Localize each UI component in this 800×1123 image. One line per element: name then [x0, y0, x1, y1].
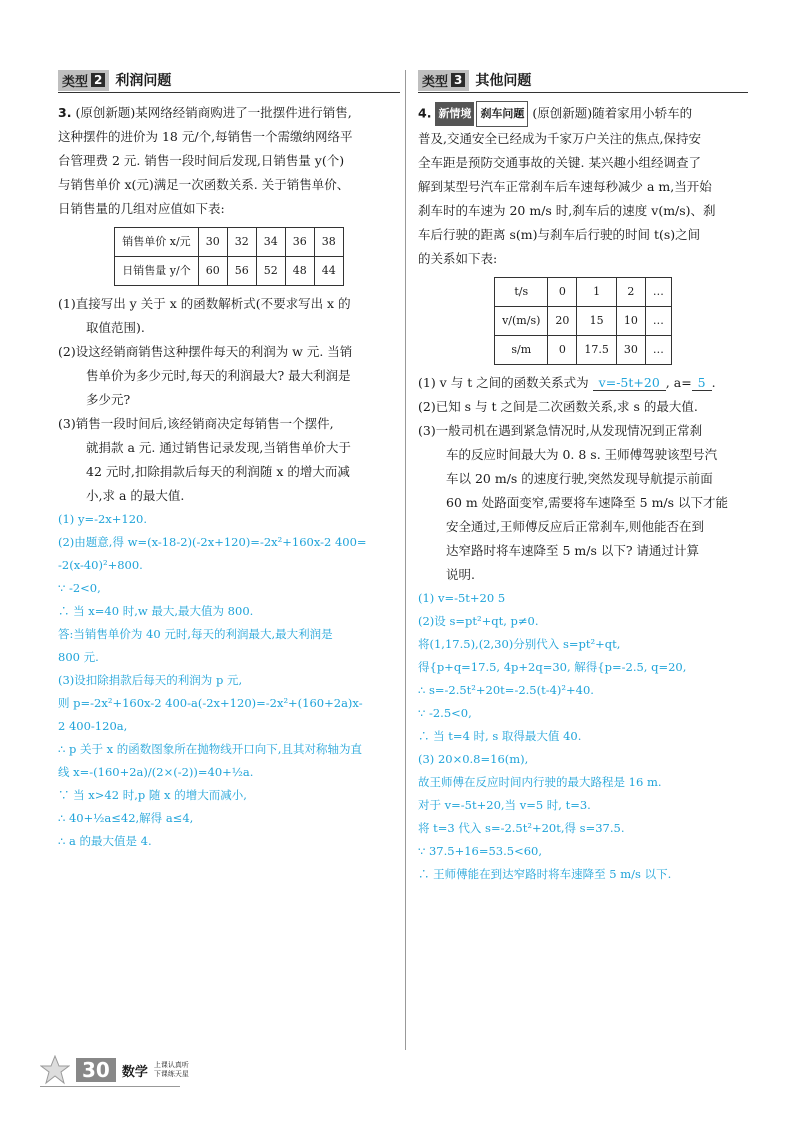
section-header-left [58, 70, 400, 93]
answer-line: ∴ 40+½a≤42,解得 a≤4, [58, 811, 194, 825]
type-label: 类型 [422, 74, 449, 90]
price-sales-table [114, 227, 343, 286]
table-cell: t/s [495, 278, 548, 307]
problem-text: 日销售量的几组对应值如下表: [58, 201, 225, 216]
left-column [58, 70, 400, 853]
table-cell: 34 [256, 228, 285, 257]
motto-line: 上课认真听 [153, 1061, 189, 1069]
table-cell: 0 [548, 336, 577, 365]
problem-text: 刹车时的车速为 20 m/s 时,刹车后的速度 v(m/s)、刹 [418, 203, 716, 218]
problem-text: 台管理费 2 元. 销售一段时间后发现,日销售量 y(个) [58, 153, 345, 168]
answer-4 [418, 587, 748, 886]
table-cell: 17.5 [577, 336, 617, 365]
problem-text: 与销售单价 x(元)满足一次函数关系. 关于销售单价、 [58, 177, 350, 192]
question-2: (2)已知 s 与 t 之间是二次函数关系,求 s 的最大值. [418, 399, 698, 414]
question-3: 42 元时,扣除捐款后每天的利润随 x 的增大而减 [86, 464, 350, 479]
problem-text: 的关系如下表: [418, 251, 498, 266]
answer-line: 则 p=-2x²+160x-2 400-a(-2x+120)=-2x²+(160+2a)x- [58, 696, 363, 710]
column-divider [405, 70, 406, 1050]
answer-line: (2)由题意,得 w=(x-18-2)(-2x+120)=-2x²+160x-2 400= [58, 535, 367, 549]
table-cell: … [645, 278, 671, 307]
answer-line: 800 元. [58, 650, 99, 664]
question-3: 安全通过,王师傅反应后正常刹车,则他能否在到 [446, 519, 704, 534]
answer-line: ∴ 当 t=4 时, s 取得最大值 40. [418, 729, 582, 743]
table-cell: 30 [616, 336, 645, 365]
answer-line: (1) v=-5t+20 5 [418, 591, 506, 605]
table-cell: 0 [548, 278, 577, 307]
table-row [495, 307, 672, 336]
answer-line: ∴ p 关于 x 的函数图象所在抛物线开口向下,且其对称轴为直 [58, 742, 362, 756]
motto-line: 下课练天星 [153, 1070, 189, 1078]
page-footer [40, 1055, 189, 1085]
table-row [495, 336, 672, 365]
right-column [418, 70, 748, 886]
table-cell: 36 [285, 228, 314, 257]
question-1: (1)直接写出 y 关于 x 的函数解析式(不要求写出 x 的 [58, 296, 351, 311]
footer-line [40, 1086, 180, 1087]
problem-4 [418, 101, 748, 587]
section-title: 其他问题 [475, 73, 532, 89]
question-2: 售单价为多少元时,每天的利润最大? 最大利润是 [86, 368, 351, 383]
table-row [115, 257, 343, 286]
problem-text: 普及,交通安全已经成为千家万户关注的焦点,保持安 [418, 131, 701, 146]
answer-line: 线 x=-(160+2a)/(2×(-2))=40+½a. [58, 765, 254, 779]
answer-line: ∵ -2<0, [58, 581, 101, 595]
type-number: 3 [451, 73, 465, 87]
answer-line: (3)设扣除捐款后每天的利润为 p 元, [58, 673, 243, 687]
answer-line: -2(x-40)²+800. [58, 558, 143, 572]
table-cell: … [645, 336, 671, 365]
question-3: 小,求 a 的最大值. [86, 488, 185, 503]
answer-line: 故王师傅在反应时间内行驶的最大路程是 16 m. [418, 775, 662, 789]
type-number: 2 [91, 73, 105, 87]
answer-line: (1) y=-2x+120. [58, 512, 148, 526]
answer-line: ∵ -2.5<0, [418, 706, 472, 720]
table-row [115, 228, 343, 257]
table-cell: 48 [285, 257, 314, 286]
answer-line: ∵ 37.5+16=53.5<60, [418, 844, 543, 858]
question-text: . [711, 375, 716, 390]
question-3: (3)销售一段时间后,该经销商决定每销售一个摆件, [58, 416, 334, 431]
question-2: (2)设这经销商销售这种摆件每天的利润为 w 元. 当销 [58, 344, 353, 359]
table-cell: 30 [198, 228, 227, 257]
answer-line: 答:当销售单价为 40 元时,每天的利润最大,最大利润是 [58, 627, 333, 641]
question-3: (3)一般司机在遇到紧急情况时,从发现情况到正常刹 [418, 423, 703, 438]
table-cell: 1 [577, 278, 617, 307]
problem-number: 3. [58, 105, 72, 120]
table-cell: … [645, 307, 671, 336]
problem-number: 4. [418, 105, 432, 121]
badge-new-scenario: 新情境 [435, 102, 474, 126]
star-mascot-icon [40, 1055, 70, 1085]
answer-line: 2 400-120a, [58, 719, 128, 733]
question-3: 说明. [446, 567, 475, 582]
answer-blank: 5 [692, 375, 712, 391]
answer-line: 将 t=3 代入 s=-2.5t²+20t,得 s=37.5. [418, 821, 625, 835]
table-cell: 52 [256, 257, 285, 286]
answer-line: ∴ 王师傅能在到达窄路时将车速降至 5 m/s 以下. [418, 867, 672, 881]
table-cell: 38 [314, 228, 343, 257]
table-row [495, 278, 672, 307]
problem-text: 这种摆件的进价为 18 元/个,每销售一个需缴纳网络平 [58, 129, 353, 144]
table-cell: 32 [227, 228, 256, 257]
answer-line: 得{p+q=17.5, 4p+2q=30, 解得{p=-2.5, q=20, [418, 660, 687, 674]
table-cell: 44 [314, 257, 343, 286]
problem-3 [58, 101, 400, 508]
table-cell: s/m [495, 336, 548, 365]
answer-line: (2)设 s=pt²+qt, p≠0. [418, 614, 539, 628]
question-3: 就捐款 a 元. 通过销售记录发现,当销售单价大于 [86, 440, 351, 455]
answer-line: ∴ s=-2.5t²+20t=-2.5(t-4)²+40. [418, 683, 594, 697]
table-cell: 15 [577, 307, 617, 336]
question-1 [418, 371, 748, 395]
answer-line: ∵ 当 x>42 时,p 随 x 的增大而减小, [58, 788, 247, 802]
problem-text: (原创新题)随着家用小轿车的 [532, 105, 693, 121]
answer-line: ∴ a 的最大值是 4. [58, 834, 152, 848]
section-header-right [418, 70, 748, 93]
question-3: 达窄路时将车速降至 5 m/s 以下? 请通过计算 [446, 543, 700, 558]
answer-line: ∴ 当 x=40 时,w 最大,最大值为 800. [58, 604, 254, 618]
question-2: 多少元? [86, 392, 131, 407]
type-tag [418, 70, 469, 91]
answer-3 [58, 508, 400, 853]
answer-line: 对于 v=-5t+20,当 v=5 时, t=3. [418, 798, 591, 812]
table-cell: 56 [227, 257, 256, 286]
braking-table [494, 277, 672, 365]
subject-label: 数学 [121, 1064, 148, 1080]
table-cell: 60 [198, 257, 227, 286]
question-3: 车以 20 m/s 的速度行驶,突然发现导航提示前面 [446, 471, 713, 486]
answer-blank: v=-5t+20 [593, 375, 666, 391]
answer-line: 将(1,17.5),(2,30)分别代入 s=pt²+qt, [418, 637, 621, 651]
question-text: , a= [665, 375, 692, 390]
table-cell: 10 [616, 307, 645, 336]
section-title: 利润问题 [115, 73, 172, 89]
problem-text: 全车距是预防交通事故的关键. 某兴趣小组经调查了 [418, 155, 701, 170]
table-cell: 销售单价 x/元 [115, 228, 198, 257]
problem-text: 车后行驶的距离 s(m)与刹车后行驶的时间 t(s)之间 [418, 227, 701, 242]
type-tag [58, 70, 109, 91]
motto [154, 1061, 189, 1079]
question-1: 取值范围). [86, 320, 145, 335]
table-cell: 20 [548, 307, 577, 336]
problem-text: 解到某型号汽车正常刹车后车速每秒减少 a m,当开始 [418, 179, 712, 194]
question-text: (1) v 与 t 之间的函数关系式为 [418, 375, 589, 390]
table-cell: v/(m/s) [495, 307, 548, 336]
scenario-badge [435, 101, 528, 127]
type-label: 类型 [62, 74, 89, 90]
table-cell: 2 [616, 278, 645, 307]
question-3: 60 m 处路面变窄,需要将车速降至 5 m/s 以下才能 [446, 495, 729, 510]
question-3: 车的反应时间最大为 0. 8 s. 王师傅驾驶该型号汽 [446, 447, 718, 462]
problem-text: (原创新题)某网络经销商购进了一批摆件进行销售, [75, 105, 352, 120]
badge-braking-problem: 刹车问题 [476, 101, 528, 127]
answer-line: (3) 20×0.8=16(m), [418, 752, 529, 766]
page-number: 30 [76, 1058, 116, 1082]
table-cell: 日销售量 y/个 [115, 257, 198, 286]
